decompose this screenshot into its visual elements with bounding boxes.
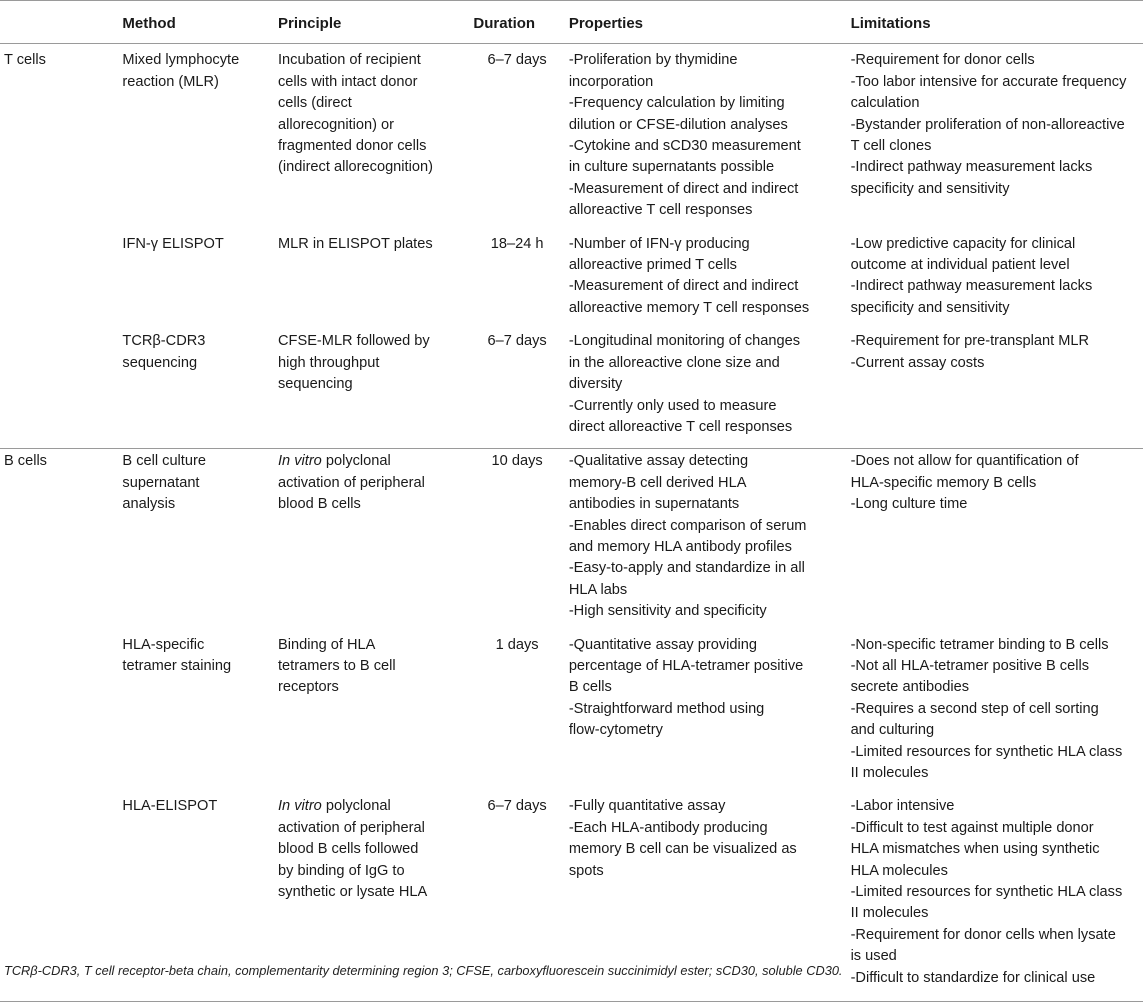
- principle-line: blood B cells followed: [278, 841, 419, 858]
- principle-line: cells (direct: [278, 95, 352, 112]
- principle-line: receptors: [278, 679, 339, 696]
- duration-value: 1 days: [495, 636, 539, 653]
- duration-value: 6–7 days: [487, 798, 547, 815]
- limitations-line: HLA molecules: [850, 862, 948, 879]
- limitations-line: -Limited resources for synthetic HLA class: [850, 884, 1123, 901]
- properties-cell: [569, 232, 851, 330]
- principle-italic-lead: In vitro: [278, 453, 322, 470]
- header-duration: Duration: [465, 1, 568, 44]
- limitations-cell: [851, 232, 1143, 330]
- properties-cell: [569, 633, 851, 795]
- properties-line: spots: [568, 862, 604, 879]
- properties-line: -Enables direct comparison of serum: [568, 517, 807, 534]
- properties-line: -Currently only used to measure: [568, 397, 777, 414]
- limitations-line: -Requirement for donor cells: [850, 52, 1035, 69]
- properties-line: alloreactive primed T cells: [568, 257, 737, 274]
- properties-line: -Proliferation by thymidine: [568, 52, 738, 69]
- principle-cell: [278, 633, 465, 795]
- duration-cell: [465, 449, 568, 633]
- principle-line: allorecognition) or: [278, 116, 395, 133]
- method-line: IFN-γ ELISPOT: [122, 235, 224, 252]
- limitations-line: -Requirement for pre-transplant MLR: [850, 333, 1090, 350]
- principle-line: (indirect allorecognition): [278, 159, 433, 176]
- table-footnote: TCRβ-CDR3, T cell receptor-beta chain, complementarity determining region 3; CFSE, carboxyfluorescein succinimidyl ester; sCD30, soluble CD30.: [4, 963, 843, 978]
- table-row: [0, 44, 1143, 232]
- properties-line: dilution or CFSE-dilution analyses: [568, 116, 788, 133]
- properties-line: -Each HLA-antibody producing: [568, 819, 768, 836]
- principle-line: by binding of IgG to: [278, 862, 405, 879]
- properties-cell: [569, 44, 851, 232]
- properties-line: -Easy-to-apply and standardize in all: [568, 560, 805, 577]
- properties-line: -Qualitative assay detecting: [568, 453, 749, 470]
- principle-text: polyclonal: [325, 453, 391, 470]
- method-line: B cell culture: [122, 453, 206, 470]
- group-label: T cells: [4, 52, 46, 69]
- properties-line: -Number of IFN-γ producing: [568, 235, 750, 252]
- properties-line: in culture supernatants possible: [568, 159, 775, 176]
- limitations-line: calculation: [850, 95, 920, 112]
- method-line: sequencing: [122, 354, 198, 371]
- principle-line: fragmented donor cells: [278, 138, 427, 155]
- header-group: [0, 1, 122, 44]
- properties-line: -Cytokine and sCD30 measurement: [568, 138, 801, 155]
- properties-line: -Longitudinal monitoring of changes: [568, 333, 801, 350]
- properties-line: diversity: [568, 376, 623, 393]
- limitations-cell: [851, 449, 1143, 633]
- limitations-line: -Requires a second step of cell sorting: [850, 700, 1099, 717]
- limitations-line: -Long culture time: [850, 496, 968, 513]
- header-properties: Properties: [569, 1, 851, 44]
- limitations-line: -Too labor intensive for accurate frequency: [850, 73, 1127, 90]
- properties-line: -Frequency calculation by limiting: [568, 95, 785, 112]
- principle-line: tetramers to B cell: [278, 657, 396, 674]
- properties-line: direct alloreactive T cell responses: [568, 418, 793, 435]
- limitations-line: -Low predictive capacity for clinical: [850, 235, 1076, 252]
- limitations-line: specificity and sensitivity: [850, 180, 1010, 197]
- principle-line: blood B cells: [278, 496, 361, 513]
- limitations-line: -Requirement for donor cells when lysate: [850, 926, 1116, 943]
- header-method: Method: [122, 1, 278, 44]
- properties-cell: [569, 449, 851, 633]
- principle-cell: [278, 232, 465, 330]
- principle-text: polyclonal: [325, 798, 391, 815]
- principle-line: activation of peripheral: [278, 819, 425, 836]
- method-cell: [122, 449, 278, 633]
- limitations-line: -Bystander proliferation of non-alloreactive: [850, 116, 1125, 133]
- limitations-line: -Difficult to standardize for clinical use: [850, 969, 1096, 986]
- properties-line: -Straightforward method using: [568, 700, 765, 717]
- limitations-line: is used: [850, 948, 897, 965]
- limitations-line: -Difficult to test against multiple donor: [850, 819, 1094, 836]
- group-cell: [0, 633, 122, 795]
- method-cell: [122, 329, 278, 449]
- limitations-line: II molecules: [850, 905, 929, 922]
- method-line: HLA-ELISPOT: [122, 798, 218, 815]
- group-label: B cells: [4, 453, 47, 470]
- properties-line: alloreactive T cell responses: [568, 202, 753, 219]
- duration-cell: [465, 329, 568, 449]
- principle-cell: [278, 329, 465, 449]
- limitations-line: -Does not allow for quantification of: [850, 453, 1079, 470]
- duration-value: 6–7 days: [487, 52, 547, 69]
- method-line: supernatant: [122, 474, 200, 491]
- limitations-cell: [851, 329, 1143, 449]
- properties-line: -Fully quantitative assay: [568, 798, 726, 815]
- table-row: [0, 329, 1143, 449]
- method-cell: [122, 633, 278, 795]
- properties-line: -High sensitivity and specificity: [568, 603, 767, 620]
- limitations-line: -Non-specific tetramer binding to B cells: [850, 636, 1109, 653]
- header-limitations: Limitations: [851, 1, 1143, 44]
- principle-line: Incubation of recipient: [278, 52, 421, 69]
- method-line: analysis: [122, 496, 176, 513]
- header-principle: Principle: [278, 1, 465, 44]
- principle-line: synthetic or lysate HLA: [278, 884, 428, 901]
- limitations-line: -Indirect pathway measurement lacks: [850, 278, 1093, 295]
- properties-line: memory B cell can be visualized as: [568, 841, 797, 858]
- duration-value: 10 days: [491, 453, 543, 470]
- method-cell: [122, 44, 278, 232]
- limitations-line: HLA mismatches when using synthetic: [850, 841, 1100, 858]
- principle-line: [278, 451, 465, 472]
- duration-cell: [465, 44, 568, 232]
- limitations-line: -Labor intensive: [850, 798, 955, 815]
- group-cell: [0, 329, 122, 449]
- duration-cell: [465, 232, 568, 330]
- method-line: tetramer staining: [122, 657, 232, 674]
- group-cell: [0, 44, 122, 232]
- properties-line: flow-cytometry: [568, 722, 663, 739]
- limitations-line: II molecules: [850, 765, 929, 781]
- limitations-line: -Limited resources for synthetic HLA class: [850, 743, 1123, 760]
- properties-line: incorporation: [568, 73, 654, 90]
- properties-line: and memory HLA antibody profiles: [568, 538, 792, 555]
- group-cell: [0, 232, 122, 330]
- limitations-line: -Not all HLA-tetramer positive B cells: [850, 657, 1090, 674]
- principle-line: activation of peripheral: [278, 474, 425, 491]
- method-line: TCRβ-CDR3: [122, 333, 206, 350]
- principle-line: high throughput: [278, 354, 380, 371]
- properties-line: -Measurement of direct and indirect: [568, 278, 799, 295]
- principle-line: cells with intact donor: [278, 73, 418, 90]
- principle-line: Binding of HLA: [278, 636, 376, 653]
- properties-line: HLA labs: [568, 581, 628, 598]
- properties-line: -Quantitative assay providing: [568, 636, 758, 653]
- duration-value: 18–24 h: [490, 235, 544, 252]
- limitations-line: -Current assay costs: [850, 354, 985, 371]
- limitations-cell: [851, 794, 1143, 1001]
- properties-line: percentage of HLA-tetramer positive: [568, 657, 804, 674]
- properties-line: in the alloreactive clone size and: [568, 354, 780, 371]
- limitations-cell: [851, 633, 1143, 795]
- group-cell: [0, 449, 122, 633]
- principle-line: [278, 796, 465, 817]
- properties-line: alloreactive memory T cell responses: [568, 299, 810, 316]
- method-cell: [122, 232, 278, 330]
- header-row: [0, 1, 1143, 44]
- limitations-line: secrete antibodies: [850, 679, 970, 696]
- limitations-line: outcome at individual patient level: [850, 257, 1070, 274]
- limitations-line: and culturing: [850, 722, 935, 739]
- method-line: Mixed lymphocyte: [122, 52, 240, 69]
- table-row: [0, 633, 1143, 795]
- limitations-line: HLA-specific memory B cells: [850, 474, 1037, 491]
- duration-cell: [465, 633, 568, 795]
- table-body: [0, 44, 1143, 1002]
- properties-line: memory-B cell derived HLA: [568, 474, 747, 491]
- method-line: HLA-specific: [122, 636, 205, 653]
- properties-line: B cells: [568, 679, 612, 696]
- limitations-line: specificity and sensitivity: [850, 299, 1010, 316]
- properties-cell: [569, 329, 851, 449]
- properties-line: -Measurement of direct and indirect: [568, 180, 799, 197]
- table-row: [0, 232, 1143, 330]
- duration-value: 6–7 days: [487, 333, 547, 350]
- principle-cell: [278, 44, 465, 232]
- principle-italic-lead: In vitro: [278, 798, 322, 815]
- limitations-cell: [851, 44, 1143, 232]
- properties-line: antibodies in supernatants: [568, 496, 740, 513]
- principle-line: MLR in ELISPOT plates: [278, 235, 433, 252]
- limitations-line: T cell clones: [850, 138, 932, 155]
- limitations-line: -Indirect pathway measurement lacks: [850, 159, 1093, 176]
- principle-line: sequencing: [278, 376, 353, 393]
- principle-cell: [278, 449, 465, 633]
- method-line: reaction (MLR): [122, 73, 219, 90]
- principle-line: CFSE-MLR followed by: [278, 333, 430, 350]
- table-row: [0, 449, 1143, 633]
